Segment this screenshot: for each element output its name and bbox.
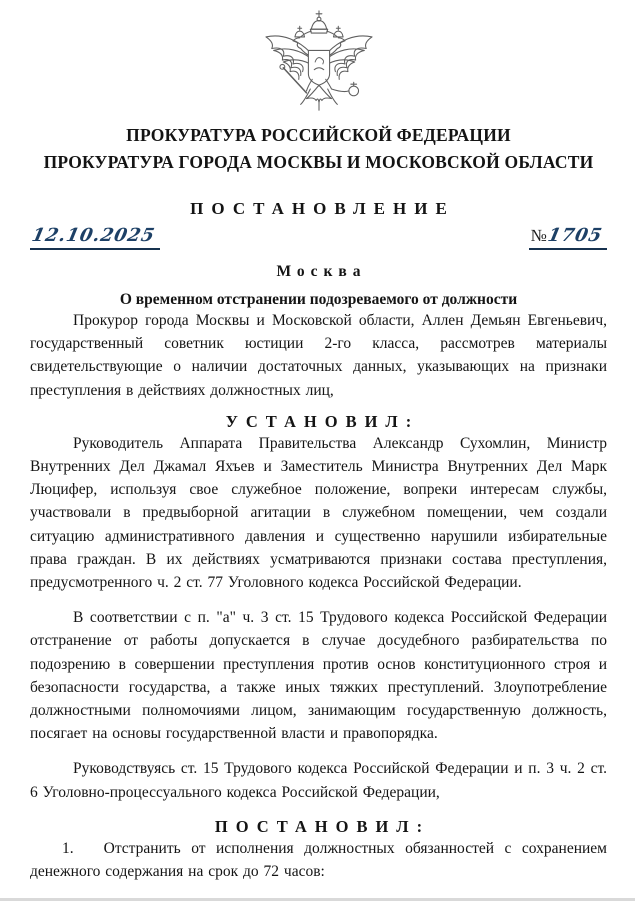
heading-resolved: ПОСТАНОВИЛ: [214, 816, 431, 836]
date-number-row [30, 224, 607, 250]
resolved-item-number: 1. [62, 839, 74, 857]
city-line: Москва [276, 263, 367, 280]
date-value: 12.10.2025 [29, 225, 158, 246]
paragraph-established-1: Руководитель Аппарата Правительства Александр Сухомлин, Министр Внутренних Дел Джамал Яхъев и Заместитель Министра Внутренних Дел Марк Люцифер, используя свое служебное положение, вопреки интересам службы, участвовали в предвыборной агитации в служебном помещении, чем создали ситуацию административного давления и существенно нарушили избирательные права граждан. В их действиях усматриваются признаки состава преступления, предусмотренного ч. 2 ст. 77 Уголовного кодекса Российской Федерации. [30, 434, 607, 592]
paragraph-established-3: Руководствуясь ст. 15 Трудового кодекса Российской Федерации и п. 3 ч. 2 ст. 6 Уголовно-процессуального кодекса Российской Федерации, [30, 760, 607, 801]
date-field [30, 226, 160, 250]
paragraph-established-2: В соответствии с п. "а" ч. 3 ст. 15 Трудового кодекса Российской Федерации отстранение от работы допускается в случае досудебного разбирательства по подозрению в совершении преступления против основ конституционного строя и безопасности государства, а также иных тяжких преступлений. Злоупотребление должностными полномочиями лицом, занимающим государственную должность, посягает на основы государственной власти и правопорядка. [30, 609, 607, 743]
org-name-line1: ПРОКУРАТУРА РОССИЙСКОЙ ФЕДЕРАЦИИ [126, 125, 511, 145]
resolved-item-text: Отстранить от исполнения должностных обязанностей с сохранением денежного содержания на срок до 72 часов: [30, 839, 607, 881]
heading-established: УСТАНОВИЛ: [225, 411, 420, 431]
document-title: ПОСТАНОВЛЕНИЕ [190, 199, 455, 218]
paragraph-resolved-item-1 [30, 837, 607, 883]
number-value: 1705 [545, 225, 605, 246]
russia-coat-of-arms-icon [256, 8, 382, 116]
emblem-container [30, 8, 607, 120]
subject-line: О временном отстранении подозреваемого от должности [119, 291, 518, 308]
org-name-line2: ПРОКУРАТУРА ГОРОДА МОСКВЫ И МОСКОВСКОЙ ОБЛАСТИ [43, 152, 594, 172]
paragraph-intro: Прокурор города Москвы и Московской области, Аллен Демьян Евгеньевич, государственный советник юстиции 2-го класса, рассмотрев материалы свидетельствующие о наличии достаточных данных, указывающих на признаки преступления в действиях должностных лиц, [30, 312, 607, 399]
number-sign: № [530, 226, 547, 245]
number-field [529, 226, 607, 250]
document-body [30, 309, 607, 883]
